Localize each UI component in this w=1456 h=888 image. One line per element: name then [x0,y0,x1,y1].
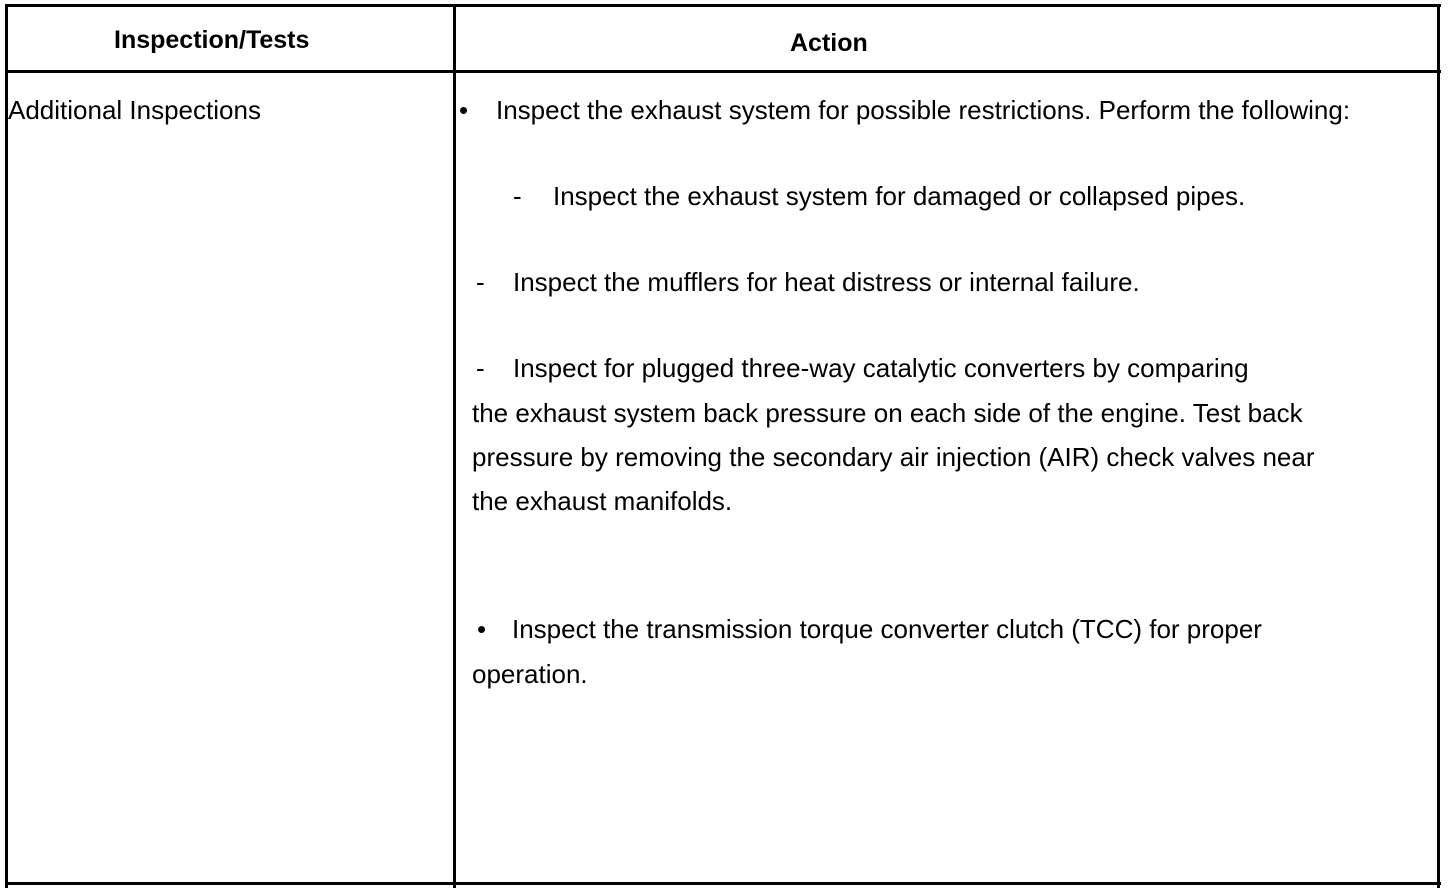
action-item-text: Inspect the exhaust system for possible restrictions. Perform the following: [496,95,1351,125]
table-border-top [5,4,1441,7]
action-item-line: operation. [472,659,588,689]
action-item-text: Inspect the exhaust system for damaged or collapsed pipes. [553,181,1246,211]
header-divider [5,70,1441,73]
action-item-line: the exhaust manifolds. [472,486,733,516]
action-item-line: the exhaust system back pressure on each side of the engine. Test back [472,398,1303,428]
action-item-line: Inspect for plugged three-way catalytic converters by comparing [513,353,1249,383]
table-border-left [5,4,8,888]
action-item-line: pressure by removing the secondary air injection (AIR) check valves near [472,442,1315,472]
table-border-bottom [5,882,1441,885]
action-item-line: Inspect the transmission torque converter clutch (TCC) for proper [512,614,1262,644]
bullet-marker: • [459,95,469,125]
header-inspection-tests: Inspection/Tests [114,26,310,54]
table-border-right [1437,4,1440,888]
dash-marker: - [476,267,485,297]
action-item-text: Inspect the mufflers for heat distress or internal failure. [513,267,1140,297]
dash-marker: - [513,181,522,211]
column-divider [453,4,456,888]
dash-marker: - [476,353,485,383]
header-action: Action [790,29,868,57]
inspection-label: Additional Inspections [8,95,261,125]
bullet-marker: • [477,614,487,644]
